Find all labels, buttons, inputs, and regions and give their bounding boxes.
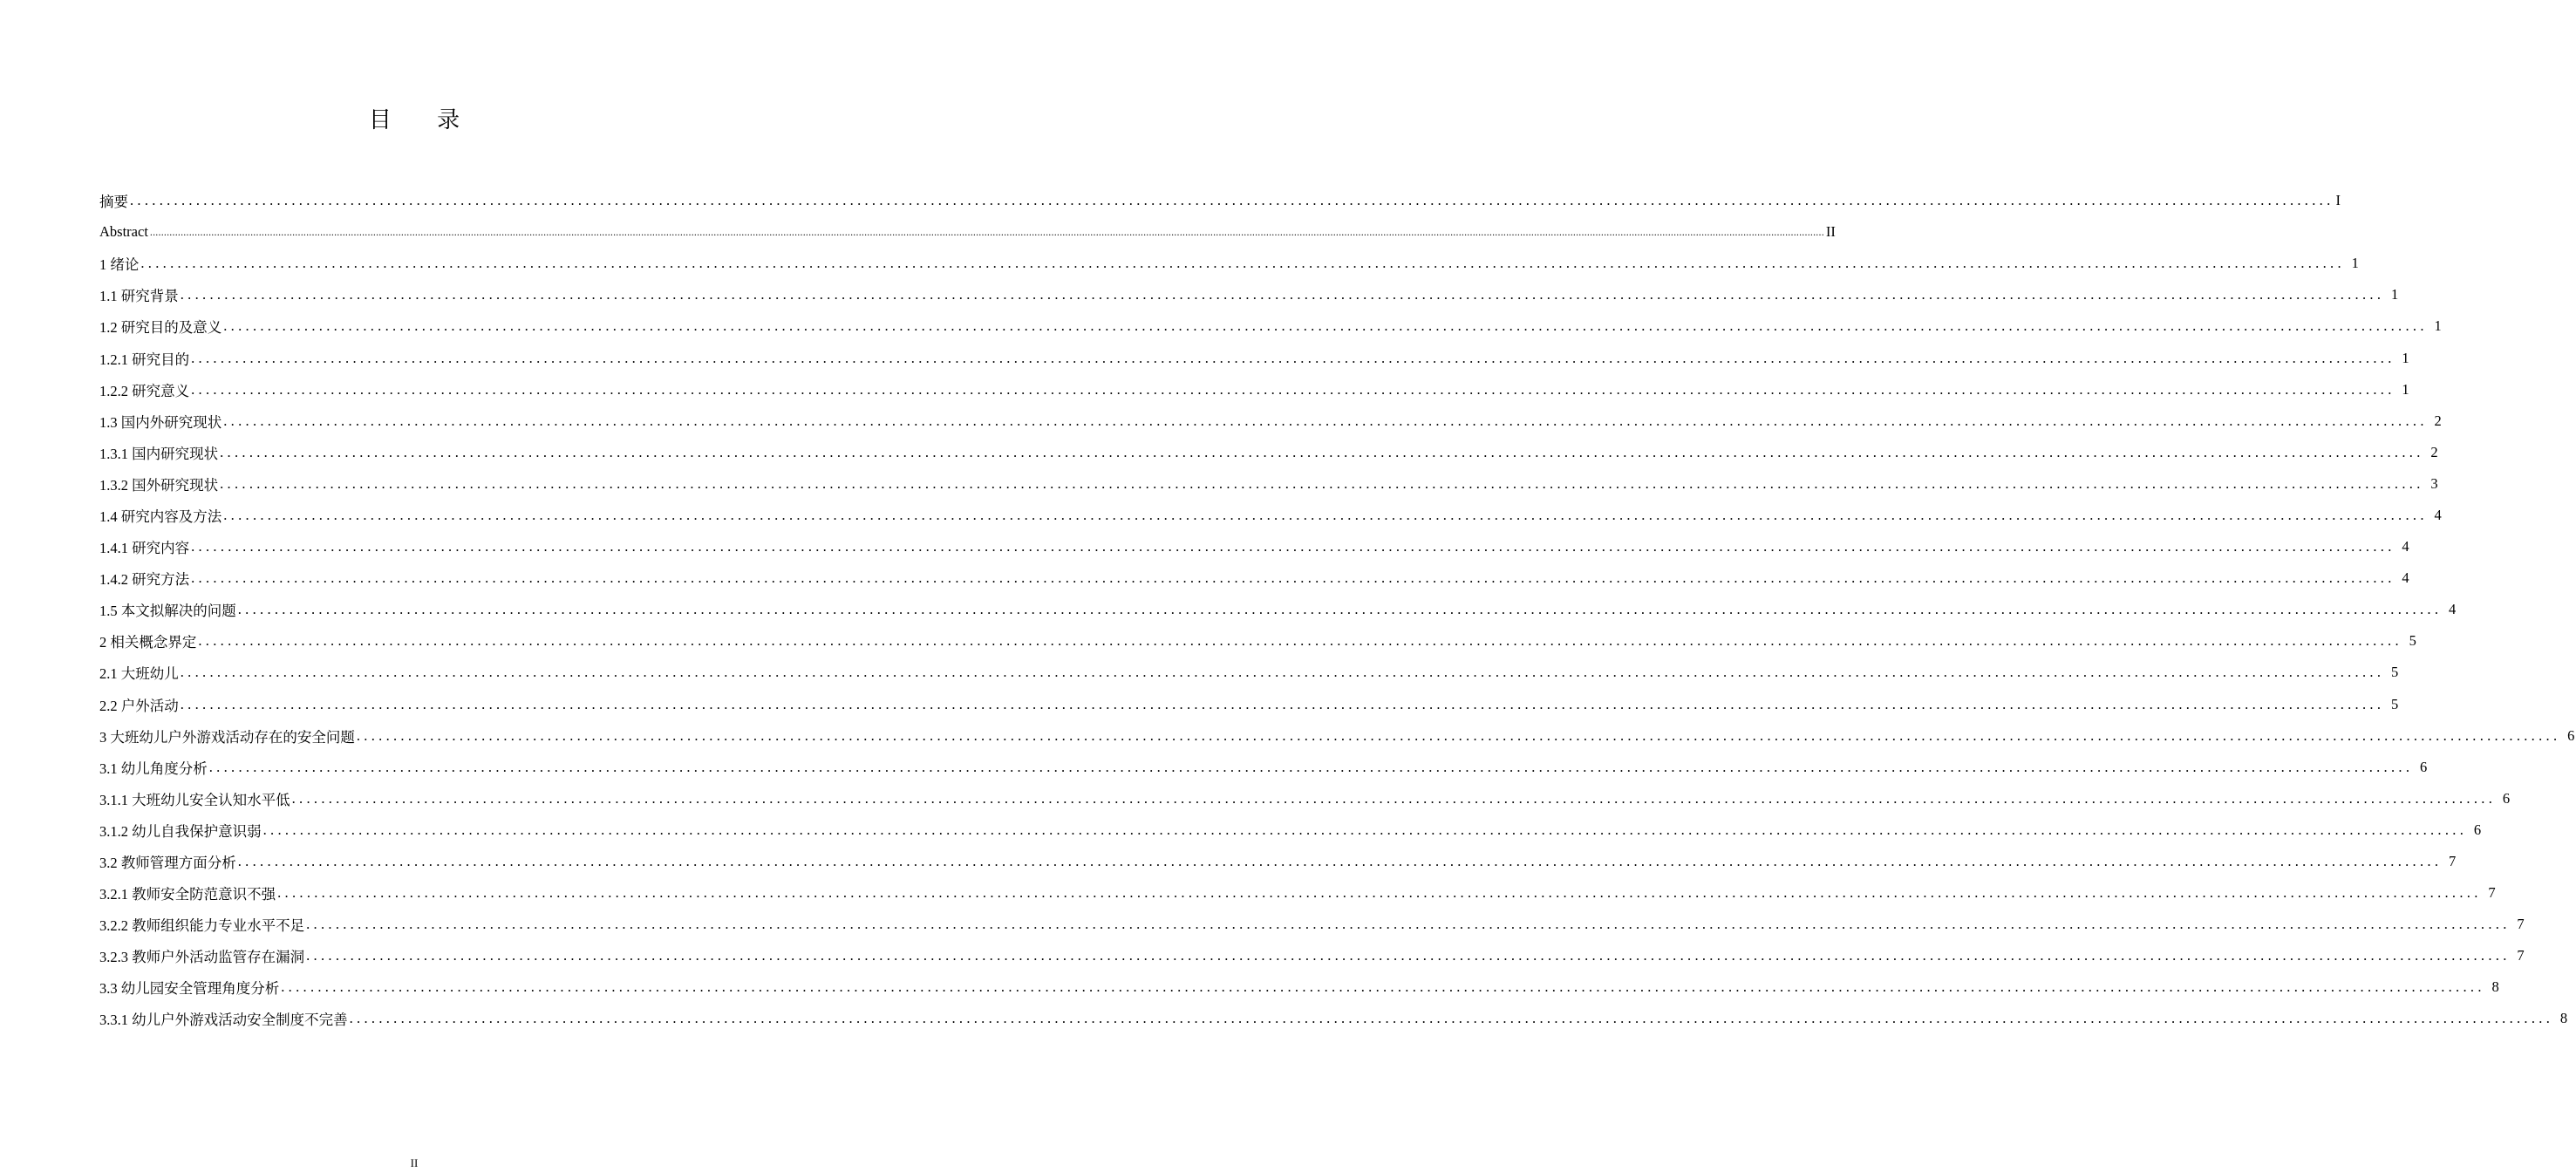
toc-leader-dots: ............................................................................................................................................................................................................................................................................................................ [208,758,2414,775]
toc-entry[interactable] [99,720,2575,752]
toc-entry-page: 7 [2517,947,2525,964]
table-of-contents [99,185,2575,1035]
toc-leader-dots: ............................................................................................................................................................................................................................................................................................................ [277,884,2482,902]
toc-leader-dots: ............................................................................................................................................................................................................................................................................................................ [220,474,2424,492]
toc-entry-page: 1 [2351,255,2359,272]
toc-entry[interactable] [99,594,2457,625]
toc-leader-dots: ............................................................................................................................................................................................................................................................................................................ [281,978,2485,996]
toc-entry-page: 4 [2449,601,2457,618]
toc-leader-dots: ............................................................................................................................................................................................................................................................................................................ [223,412,2428,429]
toc-entry-page: 3 [2430,474,2438,492]
toc-entry-label: 1.2 研究目的及意义 [99,319,222,337]
toc-leader-dots: ............................................................................................................................................................................................................................................................................................................ [140,255,2345,272]
toc-entry-page: II [1825,223,1836,241]
toc-leader-dots: ............................................................................................................................................................................................................................................................................................................ [223,317,2428,335]
toc-entry[interactable] [99,783,2511,814]
toc-entry-page: 1 [2434,317,2442,335]
toc-entry[interactable] [99,562,2409,594]
toc-leader-dots: ............................................................................................................................................................................................................................................................................................................ [198,632,2402,650]
toc-entry-page: 8 [2559,1010,2568,1027]
toc-entry-label: 2.2 户外活动 [99,697,179,714]
toc-entry-label: 1.4 研究内容及方法 [99,508,222,525]
toc-entry-label: 3.1.1 大班幼儿安全认知水平低 [99,791,290,808]
toc-entry-label: 3 大班幼儿户外游戏活动存在的安全问题 [99,728,355,746]
toc-entry-page: 1 [2402,380,2409,398]
page-title: 目 录 [368,107,480,133]
toc-leader-dots: ............................................................................................................................................................................................................................................................................................................ [349,1010,2554,1027]
footer-page-number: II [410,1156,419,1169]
toc-leader-dots: ............................................................................................................................................................................................................................................................................................................ [223,506,2428,523]
toc-entry-label: 摘要 [99,194,128,211]
toc-entry[interactable] [99,689,2399,720]
toc-entry-label: 1.5 本文拟解决的问题 [99,603,236,620]
toc-entry-page: 8 [2491,978,2499,996]
toc-entry[interactable] [99,500,2442,531]
toc-entry[interactable] [99,625,2416,657]
toc-entry-label: 1.2.1 研究目的 [99,351,190,368]
toc-entry-page: 6 [2473,821,2482,838]
toc-leader-dots: ............................................................................................................................................................................................................................................................................................................ [130,192,2334,209]
toc-entry[interactable] [99,971,2499,1003]
toc-entry[interactable] [99,342,2409,373]
toc-entry-page: 1 [2402,349,2409,366]
toc-entry[interactable] [99,437,2438,468]
toc-entry-page: 5 [2391,664,2399,681]
toc-entry[interactable] [99,374,2409,405]
toc-entry[interactable] [99,310,2442,342]
toc-entry-page: 7 [2449,853,2457,870]
toc-entry[interactable] [99,814,2482,846]
toc-entry-page: 4 [2434,506,2442,523]
toc-entry-label: 1.1 研究背景 [99,288,179,305]
toc-entry-page: 7 [2488,884,2496,902]
toc-entry-label: 3.2 教师管理方面分析 [99,855,236,872]
toc-entry-label: 1.4.2 研究方法 [99,571,190,589]
toc-entry-page: 4 [2402,538,2409,555]
toc-leader-dots: ............................................................................................................................................................................................................................................................................................................ [262,821,2468,838]
toc-entry-label: 3.2.3 教师户外活动监管存在漏洞 [99,949,305,966]
toc-entry[interactable] [99,1003,2568,1034]
toc-entry-label: 1.4.1 研究内容 [99,540,190,557]
toc-entry-label: 2 相关概念界定 [99,634,197,651]
toc-leader-dots: ............................................................................................................................................................................................................................................................................................................ [237,853,2443,870]
toc-entry-label: 1.3 国内外研究现状 [99,413,222,431]
toc-leader-dots: ............................................................................................................................................................................................................................................................................................................ [180,695,2385,712]
toc-entry[interactable] [99,248,2359,279]
toc-entry-page: 7 [2517,916,2525,933]
toc-entry[interactable] [99,752,2428,783]
toc-leader-dots: ............................................................................................................................................................................................................................................................................................................ [191,569,2395,587]
toc-leader-dots: ............................................................................................................................................................................................................................................................................................................ [191,349,2395,366]
toc-entry[interactable] [99,846,2457,877]
toc-entry-label: 3.1.2 幼儿自我保护意识弱 [99,822,262,840]
toc-entry-page: 6 [2567,726,2575,744]
toc-leader-dots: ............................................................................................................................................................................................................................................................................................................ [180,286,2385,303]
toc-entry-label: 3.3 幼儿园安全管理角度分析 [99,980,280,998]
toc-entry-label: 2.1 大班幼儿 [99,665,179,683]
toc-entry-label: 3.2.1 教师安全防范意识不强 [99,886,276,903]
toc-entry-label: 1.2.2 研究意义 [99,382,190,399]
toc-entry[interactable] [99,531,2409,562]
toc-entry[interactable] [99,405,2442,437]
toc-entry[interactable] [99,940,2525,971]
toc-leader-dots: ............................................................................................................................................................................................................................................................................................................ [180,664,2385,681]
toc-entry[interactable] [99,909,2525,940]
toc-leader-dots: ........................................................................................................................................................................................................................................................................................................................................................................................................................................................................................................................................................................................................................ [149,225,1824,238]
toc-entry[interactable] [99,279,2399,310]
toc-entry[interactable] [99,216,1836,248]
toc-leader-dots: ............................................................................................................................................................................................................................................................................................................ [291,789,2497,807]
toc-entry[interactable] [99,877,2496,909]
toc-leader-dots: ............................................................................................................................................................................................................................................................................................................ [220,443,2424,460]
toc-entry-page: 2 [2434,412,2442,429]
toc-leader-dots: ............................................................................................................................................................................................................................................................................................................ [237,601,2443,618]
toc-leader-dots: ............................................................................................................................................................................................................................................................................................................ [306,947,2511,964]
toc-entry[interactable] [99,468,2438,500]
toc-entry[interactable] [99,657,2399,688]
toc-leader-dots: ............................................................................................................................................................................................................................................................................................................ [191,380,2395,398]
toc-leader-dots: ............................................................................................................................................................................................................................................................................................................ [191,538,2395,555]
toc-entry-label: Abstract [99,223,148,241]
toc-entry-page: 6 [2420,758,2428,775]
toc-entry-page: 4 [2402,569,2409,587]
toc-entry-page: 5 [2391,695,2399,712]
toc-entry-label: 3.2.2 教师组织能力专业水平不足 [99,917,305,935]
toc-entry-page: I [2335,192,2341,209]
toc-entry-page: 6 [2502,789,2511,807]
toc-entry-page: 1 [2391,286,2399,303]
toc-entry-page: 5 [2409,632,2416,650]
toc-entry-label: 1.3.1 国内研究现状 [99,445,219,462]
toc-entry-label: 1 绪论 [99,256,140,274]
toc-entry-label: 3.1 幼儿角度分析 [99,760,208,777]
toc-entry[interactable] [99,185,2341,216]
toc-entry-label: 3.3.1 幼儿户外游戏活动安全制度不完善 [99,1012,348,1029]
toc-leader-dots: ............................................................................................................................................................................................................................................................................................................ [306,916,2511,933]
toc-entry-label: 1.3.2 国外研究现状 [99,476,219,494]
toc-entry-page: 2 [2430,443,2438,460]
toc-leader-dots: ............................................................................................................................................................................................................................................................................................................ [356,726,2561,744]
